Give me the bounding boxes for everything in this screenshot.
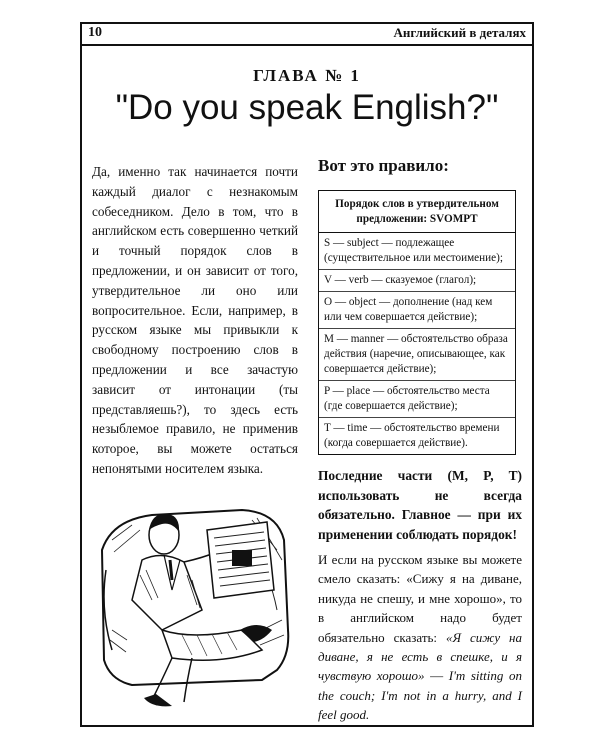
rule-box-title: Порядок слов в утвердительном предложении: SVOMPT [319, 191, 515, 233]
note-bold-paragraph: Последние части (M, P, T) использовать не всегда обязательно. Главное — при их применении соблюдать порядок! [318, 468, 522, 542]
rule-box [318, 190, 516, 455]
man-reading-newspaper-illustration [92, 480, 298, 720]
chapter-label: ГЛАВА № 1 [253, 66, 361, 85]
rule-item-p: P — place — обстоятельство места (где совершается действие); [319, 381, 515, 418]
intro-paragraph: Да, именно так начинается почти каждый диалог с незнакомым собеседником. Дело в том, что в английском есть совершенно четкий и точный порядок слов в предложении, и он зависит от того, утвердительное ли оно или вопросительное. Если, например, в русском языке мы привыкли к свободному построению слов в предложении и все зачастую зависит от интонации (ты представляешь?), то здесь есть незыблемое правило, не применив которое, вы можете остаться непонятыми носителем языка. [92, 164, 298, 476]
rule-item-t: T — time — обстоятельство времени (когда совершается действие). [324, 422, 500, 449]
chapter-title: "Do you speak English?" [115, 88, 499, 127]
page-header [80, 22, 534, 46]
rule-item-v: V — verb — сказуемое (глагол); [319, 270, 515, 292]
running-title: Английский в деталях [393, 25, 526, 40]
rule-item-s: S — subject — подлежащее (существительное или местоимение); [319, 233, 515, 270]
example-dash: — [424, 668, 449, 684]
rule-heading: Вот это правило: [318, 156, 449, 175]
example-lead: И если на русском языке вы можете смело сказать: «Сижу я на диване, никуда не спешу, и мне хорошо», то в английском надо будет обязательно сказать: [318, 552, 522, 645]
rule-item-o: O — object — дополнение (над кем или чем совершается действие); [319, 292, 515, 329]
example-russian: «Я сижу на диване, я не есть в спешке, и я чувствую хорошо» [318, 629, 522, 684]
rule-item-m: M — manner — обстоятельство образа действия (наречие, описывающее, как совершается действие); [319, 329, 515, 381]
page-number: 10 [88, 25, 102, 40]
example-paragraph [318, 550, 522, 725]
example-english: I'm sitting on the couch; I'm not in a hurry, and I feel good. [318, 668, 522, 723]
rule-section [318, 156, 522, 455]
